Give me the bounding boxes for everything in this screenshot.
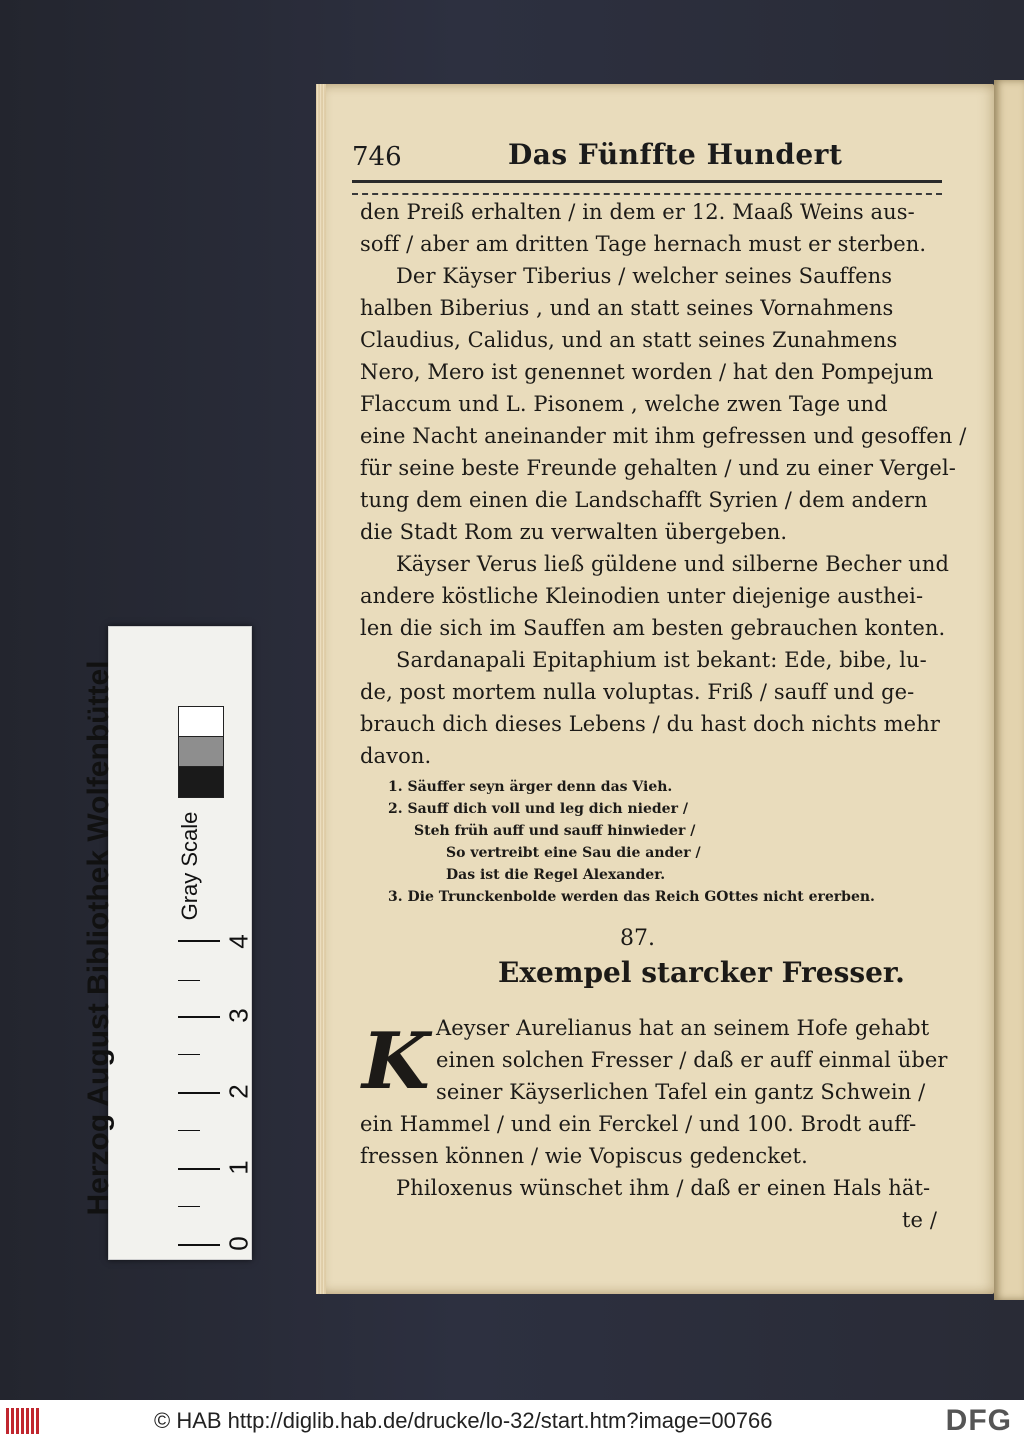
text-line: len die sich im Sauffen am besten gebrauchen konten. xyxy=(360,616,946,640)
section-title: Exempel starcker Fresser. xyxy=(498,956,905,989)
footnote: 3. Die Trunckenbolde werden das Reich GOttes nicht ererben. xyxy=(388,889,875,905)
text-line: Claudius, Calidus, und an statt seines Zunahmens xyxy=(360,328,898,352)
text-line: Philoxenus wünschet ihm / daß er einen Hals hät- xyxy=(396,1176,931,1200)
hab-logo-icon xyxy=(6,1408,48,1436)
text-line: für seine beste Freunde gehalten / und zu einer Vergel- xyxy=(360,456,956,480)
text-line: soff / aber am dritten Tage hernach must er sterben. xyxy=(360,232,927,256)
ruler-tick xyxy=(178,1054,200,1055)
ruler-number: 0 xyxy=(223,1236,254,1251)
grayscale-swatch-gray xyxy=(178,736,224,768)
footnote: 2. Sauff dich voll und leg dich nieder / xyxy=(388,801,688,817)
ruler-tick xyxy=(178,1206,200,1207)
text-line: eine Nacht aneinander mit ihm gefressen und gesoffen / xyxy=(360,424,967,448)
text-line: Aeyser Aurelianus hat an seinem Hofe gehabt xyxy=(436,1016,930,1040)
section-body xyxy=(360,1012,950,1236)
section-number: 87. xyxy=(620,926,655,951)
page-header xyxy=(352,138,944,184)
copyright-link[interactable]: © HAB http://diglib.hab.de/drucke/lo-32/start.htm?image=00766 xyxy=(154,1408,773,1433)
text-line: die Stadt Rom zu verwalten übergeben. xyxy=(360,520,788,544)
text-line: davon. xyxy=(360,744,432,768)
ruler-tick xyxy=(178,1092,220,1094)
text-line: einen solchen Fresser / daß er auff einmal über xyxy=(436,1048,948,1072)
ruler-tick xyxy=(178,1168,220,1170)
grayscale-label: Gray Scale xyxy=(177,811,202,921)
text-line: andere köstliche Kleinodien unter diejenige austhei- xyxy=(360,584,924,608)
decorated-initial: K xyxy=(362,1016,430,1107)
ruler-number: 1 xyxy=(223,1160,254,1175)
ruler-tick xyxy=(178,940,220,942)
facing-page-edge xyxy=(994,80,1024,1300)
grayscale-swatch-black xyxy=(178,766,224,798)
text-line: te / xyxy=(902,1208,938,1232)
ruler-number: 3 xyxy=(223,1008,254,1023)
text-line: halben Biberius , und an statt seines Vornahmens xyxy=(360,296,894,320)
text-line: fressen können / wie Vopiscus gedencket. xyxy=(360,1144,808,1168)
text-line: seiner Käyserlichen Tafel ein gantz Schwein / xyxy=(436,1080,926,1104)
text-line: brauch dich dieses Lebens / du hast doch nichts mehr xyxy=(360,712,940,736)
ruler-number: 2 xyxy=(223,1084,254,1099)
page-stack-edge xyxy=(316,84,326,1294)
footnote: Steh früh auff und sauff hinwieder / xyxy=(414,823,696,839)
dfg-logo: DFG xyxy=(945,1404,1012,1437)
text-line: Flaccum und L. Pisonem , welche zwen Tage und xyxy=(360,392,888,416)
ruler-number: 4 xyxy=(223,934,254,949)
ruler-library-title: Herzog August Bibliothek Wolfenbüttel xyxy=(82,660,115,1216)
ruler-tick xyxy=(178,1016,220,1018)
ruler-tick xyxy=(178,1244,220,1246)
footnote: 1. Säuffer seyn ärger denn das Vieh. xyxy=(388,779,673,795)
text-line: de, post mortem nulla voluptas. Friß / sauff und ge- xyxy=(360,680,915,704)
page-number: 746 xyxy=(352,142,402,172)
ruler-tick xyxy=(178,980,200,981)
text-line: Der Käyser Tiberius / welcher seines Sauffens xyxy=(396,264,893,288)
footnotes xyxy=(360,776,946,908)
text-line: Nero, Mero ist genennet worden / hat den Pompejum xyxy=(360,360,934,384)
footer-bar xyxy=(0,1400,1024,1444)
text-line: Käyser Verus ließ güldene und silberne Becher und xyxy=(396,552,950,576)
grayscale-swatch-white xyxy=(178,706,224,738)
text-line: den Preiß erhalten / in dem er 12. Maaß Weins aus- xyxy=(360,200,915,224)
page-body xyxy=(360,196,967,908)
header-rule xyxy=(352,180,942,195)
ruler-tick xyxy=(178,1130,200,1131)
footnote: Das ist die Regel Alexander. xyxy=(446,867,666,883)
text-line: tung dem einen die Landschafft Syrien / dem andern xyxy=(360,488,928,512)
text-line: ein Hammel / und ein Ferckel / und 100. Brodt auff- xyxy=(360,1112,917,1136)
text-line: Sardanapali Epitaphium ist bekant: Ede, bibe, lu- xyxy=(396,648,927,672)
footnote: So vertreibt eine Sau die ander / xyxy=(446,845,701,861)
running-head: Das Fünffte Hundert xyxy=(508,138,843,171)
